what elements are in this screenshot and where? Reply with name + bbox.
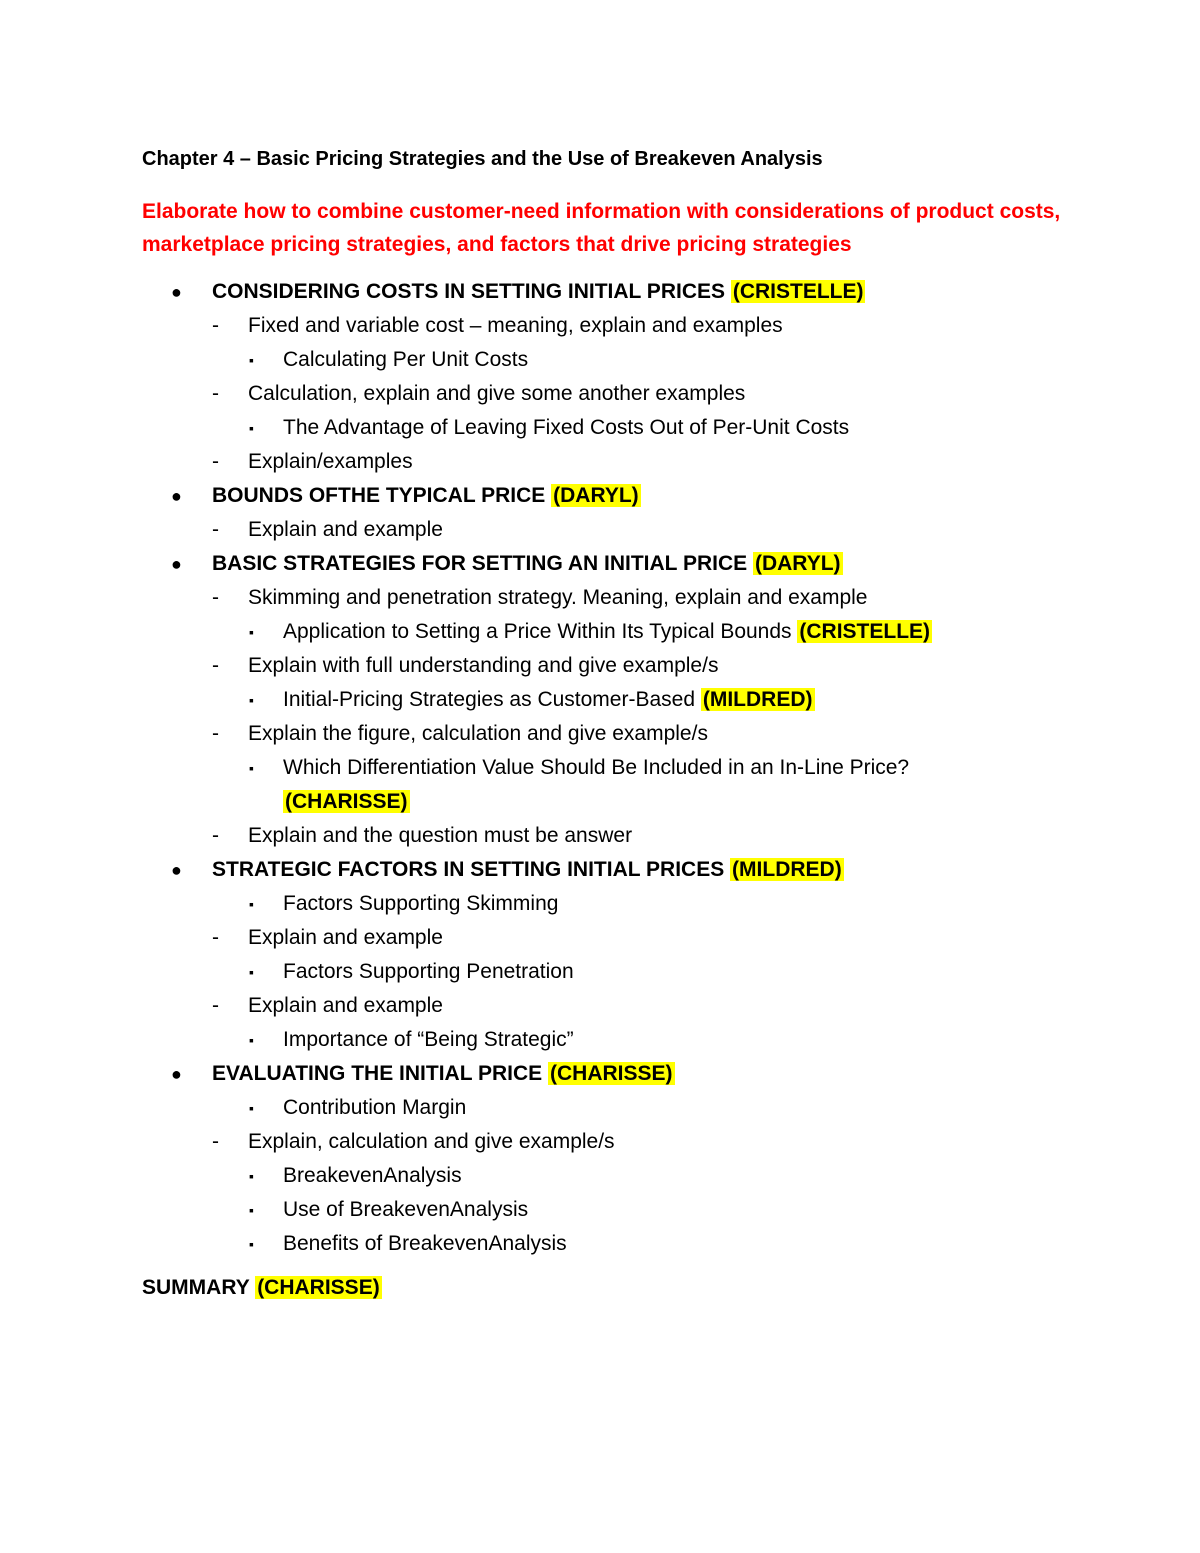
outline-item-label: Explain and example (248, 926, 443, 949)
outline-item (0, 276, 1200, 310)
outline-item-label: Explain and example (248, 518, 443, 541)
square-marker: ▪ (249, 692, 254, 708)
square-marker: ▪ (249, 1032, 254, 1048)
outline-item (0, 514, 1200, 548)
square-marker: ▪ (249, 1168, 254, 1184)
outline-item (0, 1092, 1200, 1126)
assignee-tag: (CRISTELLE) (732, 280, 864, 303)
bullet-marker: ● (171, 486, 182, 506)
outline-item (0, 616, 1200, 650)
assignee-tag: (MILDRED) (732, 858, 842, 881)
dash-marker: - (212, 1130, 219, 1153)
outline-item-text (212, 548, 843, 580)
outline-item (0, 378, 1200, 412)
dash-marker: - (212, 314, 219, 337)
assignee-tag: (CHARISSE) (285, 790, 408, 813)
outline-item-label: Use of BreakevenAnalysis (283, 1198, 529, 1221)
outline-item-label: Application to Setting a Price Within Its Typical Bounds (283, 620, 798, 643)
outline-item (0, 786, 1200, 820)
outline-item-label: Calculating Per Unit Costs (283, 348, 529, 371)
outline-item (0, 990, 1200, 1024)
dash-marker: - (212, 994, 219, 1017)
outline-item-text (283, 344, 528, 376)
outline-item-text (283, 956, 574, 988)
outline-item-label: Factors Supporting Penetration (283, 960, 574, 983)
dash-marker: - (212, 654, 219, 677)
outline-item (0, 956, 1200, 990)
outline-item (0, 1160, 1200, 1194)
dash-marker: - (212, 382, 219, 405)
outline-item (0, 1228, 1200, 1262)
outline-item-text (283, 1194, 528, 1226)
outline-item-text (283, 1092, 466, 1124)
outline-item-text (283, 1160, 462, 1192)
outline-item-label: BreakevenAnalysis (283, 1164, 462, 1187)
outline-item-text (248, 650, 718, 682)
outline-item-label: Calculation, explain and give some another examples (248, 382, 746, 405)
bullet-marker: ● (171, 282, 182, 302)
outline-item-text (248, 990, 443, 1022)
outline-item-label: Which Differentiation Value Should Be Included in an In-Line Price? (283, 756, 910, 779)
outline-item-text (283, 888, 558, 920)
square-marker: ▪ (249, 964, 254, 980)
outline-item-text (248, 820, 632, 852)
outline-item (0, 752, 1200, 786)
square-marker: ▪ (249, 896, 254, 912)
outline-item-label: EVALUATING THE INITIAL PRICE (212, 1062, 549, 1085)
outline-item (0, 1024, 1200, 1058)
outline-item-label: Importance of “Being Strategic” (283, 1028, 574, 1051)
outline-item-text (248, 378, 745, 410)
outline-item-label: Fixed and variable cost – meaning, explain and examples (248, 314, 783, 337)
dash-marker: - (212, 450, 219, 473)
outline-item (0, 344, 1200, 378)
outline-item (0, 1126, 1200, 1160)
assignee-tag: (CRISTELLE) (799, 620, 931, 643)
outline-item-text (283, 786, 410, 818)
square-marker: ▪ (249, 420, 254, 436)
outline-item-label: Explain and the question must be answer (248, 824, 633, 847)
outline-item-label: Explain with full understanding and give example/s (248, 654, 719, 677)
square-marker: ▪ (249, 624, 254, 640)
outline-item (0, 548, 1200, 582)
intro-instruction: Elaborate how to combine customer-need information with considerations of product costs, marketplace pricing strategies, and factors that drive pricing strategies (142, 200, 1061, 256)
outline-item-text (283, 616, 932, 648)
outline-item (0, 888, 1200, 922)
outline-item-text (283, 1228, 567, 1260)
outline-item-label: Factors Supporting Skimming (283, 892, 559, 915)
outline-item (0, 1194, 1200, 1228)
outline-item (0, 684, 1200, 718)
outline-item-text (212, 854, 844, 886)
outline-item-label: Contribution Margin (283, 1096, 467, 1119)
outline-item-label: Explain and example (248, 994, 443, 1017)
bullet-marker: ● (171, 554, 182, 574)
outline-item-label: CONSIDERING COSTS IN SETTING INITIAL PRICES (212, 280, 731, 303)
outline-item (0, 650, 1200, 684)
outline-item (0, 718, 1200, 752)
square-marker: ▪ (249, 1202, 254, 1218)
outline-item (0, 480, 1200, 514)
outline-item-label: Explain the figure, calculation and give example/s (248, 722, 708, 745)
outline-item-label: Explain, calculation and give example/s (248, 1130, 615, 1153)
outline-item-label: Benefits of BreakevenAnalysis (283, 1232, 567, 1255)
square-marker: ▪ (249, 760, 254, 776)
outline-item-label: BASIC STRATEGIES FOR SETTING AN INITIAL PRICE (212, 552, 753, 575)
dash-marker: - (212, 586, 219, 609)
square-marker: ▪ (249, 1100, 254, 1116)
outline-item-text (283, 412, 849, 444)
outline-item-text (248, 514, 443, 546)
bullet-marker: ● (171, 1064, 182, 1084)
dash-marker: - (212, 722, 219, 745)
assignee-tag: (DARYL) (553, 484, 639, 507)
outline-item (0, 922, 1200, 956)
outline-item-text (248, 1126, 615, 1158)
bullet-marker: ● (171, 860, 182, 880)
dash-marker: - (212, 926, 219, 949)
outline-item-text (248, 718, 708, 750)
outline-item-text (248, 446, 413, 478)
assignee-tag: (DARYL) (754, 552, 841, 575)
topic-outline (0, 276, 1200, 1262)
square-marker: ▪ (249, 1236, 254, 1252)
assignee-tag: (MILDRED) (702, 688, 813, 711)
outline-item (0, 310, 1200, 344)
outline-item-label: BOUNDS OFTHE TYPICAL PRICE (212, 484, 552, 507)
outline-item-label: The Advantage of Leaving Fixed Costs Out of Per-Unit Costs (283, 416, 850, 439)
dash-marker: - (212, 824, 219, 847)
outline-item-text (212, 1058, 675, 1090)
square-marker: ▪ (249, 352, 254, 368)
outline-item (0, 854, 1200, 888)
outline-item-text (283, 752, 909, 784)
outline-item-text (212, 480, 641, 512)
outline-item (0, 1058, 1200, 1092)
assignee-tag: (CHARISSE) (550, 1062, 673, 1085)
outline-item-text (283, 1024, 574, 1056)
assignee-tag: (CHARISSE) (257, 1276, 380, 1299)
dash-marker: - (212, 518, 219, 541)
outline-item-label: Skimming and penetration strategy. Meaning, explain and example (248, 586, 868, 609)
outline-item-text (248, 582, 867, 614)
outline-item-text (283, 684, 815, 716)
outline-item-text (248, 310, 783, 342)
outline-item (0, 582, 1200, 616)
outline-item (0, 412, 1200, 446)
outline-item-label: STRATEGIC FACTORS IN SETTING INITIAL PRICES (212, 858, 731, 881)
outline-item-label: Initial-Pricing Strategies as Customer-Based (283, 688, 701, 711)
outline-item-text (248, 922, 443, 954)
outline-item (0, 820, 1200, 854)
outline-item-text (212, 276, 865, 308)
summary-heading (142, 1272, 382, 1304)
summary-label: SUMMARY (142, 1276, 256, 1299)
outline-item-label: Explain/examples (248, 450, 413, 473)
outline-item (0, 446, 1200, 480)
chapter-title: Chapter 4 – Basic Pricing Strategies and the Use of Breakeven Analysis (142, 148, 823, 170)
